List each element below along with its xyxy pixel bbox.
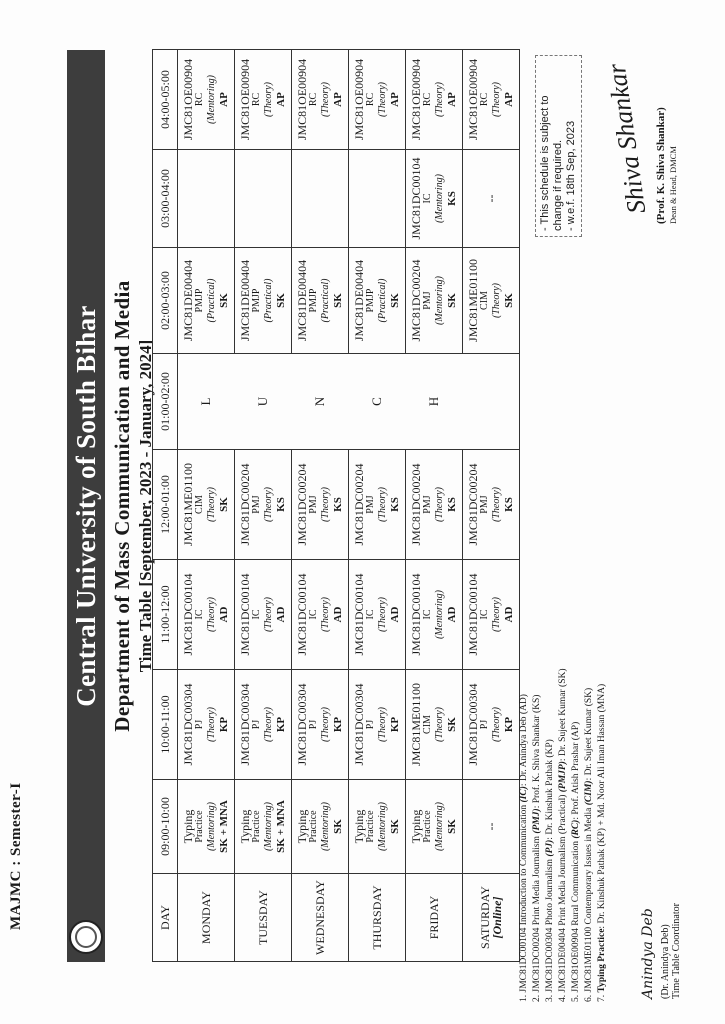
class-code: -- — [484, 822, 498, 831]
class-code: JMC81DC00204 — [409, 463, 423, 546]
class-code: JMC81DC00304 — [181, 683, 195, 766]
class-cell — [178, 248, 235, 354]
day-cell — [178, 874, 235, 962]
legend-pre: 3. JMC81DC00304 Photo Journalism — [545, 856, 555, 1002]
class-fac: AP — [503, 92, 515, 107]
class-cell — [235, 560, 292, 670]
class-kind: (Theory) — [491, 82, 502, 117]
class-kind: (Theory) — [263, 487, 274, 522]
class-abbr: PMJP — [251, 288, 262, 313]
class-fac: SK — [218, 293, 230, 308]
class-abbr: RC — [194, 92, 205, 107]
legend-post: : Dr. Kinshuk Pathak (KP) + Md. Noor Ali Iman Hassan (MNA) — [597, 683, 607, 929]
legend-pre: 6. JMC81ME01100 Contemporary Issues in Media — [584, 805, 594, 1002]
lunch-cell — [406, 354, 463, 450]
class-fac: SK — [218, 497, 230, 512]
col-header: 12:00-01:00 — [153, 450, 178, 560]
class-kind: (Theory) — [377, 82, 388, 117]
class-kind: (Theory) — [320, 487, 331, 522]
class-kind: (Mentoring) — [377, 802, 388, 851]
class-abbr: IC — [365, 609, 376, 620]
class-cell — [406, 780, 463, 874]
class-fac: AP — [446, 92, 458, 107]
day-cell — [349, 874, 406, 962]
day-name: MONDAY — [199, 891, 213, 944]
class-fac: AD — [275, 606, 287, 623]
class-cell — [292, 450, 349, 560]
class-abbr: PJ — [365, 719, 376, 730]
schedule-notice — [535, 55, 582, 237]
class-kind: (Theory) — [263, 82, 274, 117]
class-code: JMC81DC00204 — [352, 463, 366, 546]
class-cell — [292, 560, 349, 670]
class-code: JMC81DE00404 — [238, 259, 252, 342]
class-abbr: Practice — [308, 810, 319, 843]
lunch-cell — [292, 354, 349, 450]
class-code: JMC81DC00104 — [409, 157, 423, 240]
class-code: JMC81DC00304 — [238, 683, 252, 766]
coordinator-block — [660, 903, 682, 999]
legend-pre: 2. JMC81DC00204 Print Media Journalism — [532, 833, 542, 1002]
class-cell — [178, 560, 235, 670]
coordinator-signature: Anindya Deb — [640, 908, 656, 999]
class-abbr: PMJ — [251, 495, 262, 514]
table-row — [292, 50, 349, 962]
class-kind: (Theory) — [377, 597, 388, 632]
lunch-cell — [463, 354, 520, 450]
class-code: JMC81OE00904 — [409, 58, 423, 141]
hod-role: Dean & Head, DMCM — [668, 146, 678, 224]
legend-key: (RC) — [571, 819, 581, 839]
class-cell — [292, 50, 349, 150]
class-code: Typing — [181, 809, 195, 844]
class-fac: KP — [275, 716, 287, 733]
class-cell — [406, 670, 463, 780]
class-cell — [292, 248, 349, 354]
class-abbr: IC — [194, 609, 205, 620]
university-name: Central University of South Bihar — [70, 305, 101, 707]
col-header: 10:00-11:00 — [153, 670, 178, 780]
class-abbr: PJ — [194, 719, 205, 730]
class-cell — [178, 50, 235, 150]
class-code: JMC81DC00104 — [181, 573, 195, 656]
class-cell — [178, 450, 235, 560]
class-cell — [235, 450, 292, 560]
day-name: FRIDAY — [427, 895, 441, 940]
class-fac: SK — [446, 819, 458, 834]
class-abbr: CIM — [479, 291, 490, 310]
legend-item — [544, 402, 557, 1002]
class-kind: (Mentoring) — [206, 75, 217, 124]
legend-key: (CIM) — [584, 780, 594, 806]
class-code: JMC81DC00304 — [295, 683, 309, 766]
day-name: TUESDAY — [256, 890, 270, 945]
class-cell — [292, 670, 349, 780]
class-code: JMC81DC00204 — [466, 463, 480, 546]
legend-post: : Dr. Sujeet Kumar (SK) — [558, 668, 568, 762]
course-legend — [518, 402, 609, 1002]
semester-label: MAJMC : Semester-I — [8, 782, 24, 930]
legend-pre: 5. JMC81OE00904 Rural Communication — [571, 838, 581, 1002]
class-fac: SK — [389, 819, 401, 834]
class-fac: SK — [503, 293, 515, 308]
class-kind: (Mentoring) — [434, 276, 445, 325]
class-kind: (Theory) — [206, 487, 217, 522]
class-kind: (Theory) — [434, 82, 445, 117]
table-row — [406, 50, 463, 962]
class-abbr: Practice — [422, 810, 433, 843]
class-code: JMC81DE00404 — [295, 259, 309, 342]
class-code: JMC81OE00904 — [181, 58, 195, 141]
legend-item — [518, 402, 531, 1002]
class-abbr: RC — [308, 92, 319, 107]
legend-pre: 1. JMC81DC00104 Introduction to Communication — [519, 802, 529, 1002]
class-code: JMC81DC00104 — [238, 573, 252, 656]
col-header: 03:00-04:00 — [153, 150, 178, 248]
class-fac: KS — [332, 497, 344, 512]
class-abbr: IC — [251, 609, 262, 620]
class-cell — [349, 50, 406, 150]
table-row — [349, 50, 406, 962]
class-abbr: PMJ — [422, 495, 433, 514]
class-cell — [463, 560, 520, 670]
lunch-letter: H — [425, 396, 441, 407]
class-abbr: PMJP — [194, 288, 205, 313]
coordinator-role: Time Table Coordinator — [671, 903, 682, 999]
col-header: 02:00-03:00 — [153, 248, 178, 354]
class-fac: KS — [503, 497, 515, 512]
class-cell — [235, 780, 292, 874]
day-cell — [463, 874, 520, 962]
timetable-title: Time Table [September, 2023 - January, 2024] — [136, 339, 155, 673]
class-abbr: PMJ — [308, 495, 319, 514]
class-abbr: PMJP — [308, 288, 319, 313]
header-row — [153, 50, 178, 962]
class-code: JMC81DE00404 — [352, 259, 366, 342]
hod-name: (Prof. K. Shiva Shankar) — [655, 107, 667, 224]
class-code: JMC81DE00404 — [181, 259, 195, 342]
class-fac: AD — [218, 606, 230, 623]
class-cell — [178, 150, 235, 248]
col-header: 11:00-12:00 — [153, 560, 178, 670]
table-row — [463, 50, 520, 962]
class-kind: (Theory) — [491, 597, 502, 632]
class-fac: KP — [389, 716, 401, 733]
class-fac: AD — [389, 606, 401, 623]
notice-line: - This schedule is subject to change if required. — [539, 95, 564, 231]
class-cell — [406, 248, 463, 354]
class-fac: AD — [332, 606, 344, 623]
class-cell — [406, 450, 463, 560]
legend-key: (PMJP) — [558, 761, 568, 793]
class-kind: (Theory) — [377, 487, 388, 522]
class-fac: AD — [446, 606, 458, 623]
class-abbr: PMJ — [365, 495, 376, 514]
lunch-letter: N — [311, 396, 327, 407]
class-fac: AP — [389, 92, 401, 107]
class-code: JMC81DC00104 — [352, 573, 366, 656]
class-kind: (Mentoring) — [320, 802, 331, 851]
class-fac: AP — [218, 92, 230, 107]
class-abbr: IC — [422, 609, 433, 620]
class-cell — [178, 670, 235, 780]
class-kind: (Theory) — [491, 487, 502, 522]
class-kind: (Mentoring) — [434, 802, 445, 851]
class-cell — [463, 248, 520, 354]
class-fac: SK — [332, 819, 344, 834]
class-abbr: PJ — [479, 719, 490, 730]
class-fac: SK — [275, 293, 287, 308]
class-code: JMC81OE00904 — [466, 58, 480, 141]
class-kind: (Theory) — [320, 597, 331, 632]
class-abbr: PMJP — [365, 288, 376, 313]
lunch-letter: C — [368, 397, 384, 406]
class-cell — [463, 670, 520, 780]
legend-item — [583, 402, 596, 1002]
class-fac: SK — [332, 293, 344, 308]
class-fac: KS — [446, 497, 458, 512]
class-abbr: RC — [422, 92, 433, 107]
class-abbr: RC — [479, 92, 490, 107]
class-code: JMC81DC00304 — [352, 683, 366, 766]
department-name: Department of Mass Communication and Media — [110, 280, 134, 732]
timetable — [152, 49, 520, 962]
class-cell — [463, 150, 520, 248]
class-cell — [406, 150, 463, 248]
class-code: JMC81DC00104 — [466, 573, 480, 656]
class-code: JMC81ME01100 — [409, 683, 423, 766]
day-name: WEDNESDAY — [313, 880, 327, 955]
class-abbr: PMJ — [422, 291, 433, 310]
legend-post: : Dr. Sujeet Kumar (SK) — [584, 687, 594, 781]
legend-pre: 7. — [597, 992, 607, 1002]
class-code: JMC81OE00904 — [352, 58, 366, 141]
legend-post: : Dr. Anindya Deb (AD) — [519, 694, 529, 787]
class-cell — [406, 560, 463, 670]
class-cell — [463, 450, 520, 560]
class-kind: (Theory) — [206, 597, 217, 632]
legend-key: (PMJ) — [532, 808, 542, 834]
class-code: Typing — [295, 809, 309, 844]
lunch-cell — [349, 354, 406, 450]
legend-item — [531, 402, 544, 1002]
class-code: JMC81OE00904 — [238, 58, 252, 141]
class-cell — [235, 50, 292, 150]
university-title-bar — [67, 50, 105, 962]
legend-item — [596, 402, 609, 1002]
day-cell — [292, 874, 349, 962]
table-row — [235, 50, 292, 962]
class-cell — [292, 150, 349, 248]
class-kind: (Practical) — [377, 278, 388, 323]
class-cell — [349, 248, 406, 354]
class-cell — [463, 780, 520, 874]
class-abbr: CIM — [194, 495, 205, 514]
class-code: JMC81DC00204 — [409, 259, 423, 342]
class-kind: (Mentoring) — [434, 590, 445, 639]
class-cell — [349, 780, 406, 874]
class-cell — [292, 780, 349, 874]
class-abbr: IC — [479, 609, 490, 620]
class-cell — [349, 560, 406, 670]
legend-post: : Dr. Kinshuk Pathak (KP) — [545, 739, 555, 840]
class-kind: (Theory) — [491, 707, 502, 742]
class-abbr: Practice — [251, 810, 262, 843]
class-abbr: PMJ — [479, 495, 490, 514]
class-code: JMC81DC00304 — [466, 683, 480, 766]
class-cell — [463, 50, 520, 150]
legend-item — [570, 402, 583, 1002]
class-code: JMC81ME01100 — [181, 463, 195, 546]
class-abbr: IC — [422, 193, 433, 204]
class-fac: SK + MNA — [275, 800, 287, 853]
class-code: Typing — [238, 809, 252, 844]
table-row — [178, 50, 235, 962]
class-fac: KP — [503, 716, 515, 733]
class-abbr: PJ — [308, 719, 319, 730]
lunch-letter: L — [197, 397, 213, 406]
coordinator-name: (Dr. Anindya Deb) — [660, 924, 671, 999]
class-fac: KS — [389, 497, 401, 512]
day-note: [Online] — [490, 896, 504, 939]
legend-post: : Prof. K. Shiva Shankar (KS) — [532, 694, 542, 809]
class-fac: KS — [275, 497, 287, 512]
class-kind: (Theory) — [491, 283, 502, 318]
class-kind: (Theory) — [263, 597, 274, 632]
class-abbr: PJ — [251, 719, 262, 730]
class-code: JMC81ME01100 — [466, 259, 480, 342]
legend-item — [557, 402, 570, 1002]
day-name: SATURDAY — [478, 886, 492, 949]
class-code: JMC81DC00204 — [295, 463, 309, 546]
day-name: THURSDAY — [370, 885, 384, 950]
class-code: JMC81DC00104 — [295, 573, 309, 656]
legend-key: Typing Practice — [597, 928, 607, 993]
class-abbr: Practice — [365, 810, 376, 843]
notice-line: - w.e.f. 18th Sep, 2023 — [565, 120, 577, 231]
class-fac: KP — [218, 716, 230, 733]
class-cell — [349, 670, 406, 780]
class-fac: SK — [446, 293, 458, 308]
col-header: 04:00-05:00 — [153, 50, 178, 150]
class-abbr: RC — [251, 92, 262, 107]
class-abbr: IC — [308, 609, 319, 620]
legend-key: (IC) — [519, 786, 529, 803]
class-fac: SK + MNA — [218, 800, 230, 853]
class-cell — [235, 248, 292, 354]
class-kind: (Theory) — [377, 707, 388, 742]
class-kind: (Theory) — [434, 487, 445, 522]
class-code: JMC81DC00104 — [409, 573, 423, 656]
class-kind: (Practical) — [263, 278, 274, 323]
class-abbr: Practice — [194, 810, 205, 843]
class-fac: KS — [446, 191, 458, 206]
legend-post: : Prof. Atish Prashar (AP) — [571, 721, 581, 820]
col-header: 09:00-10:00 — [153, 780, 178, 874]
class-cell — [349, 450, 406, 560]
day-cell — [235, 874, 292, 962]
hod-block — [655, 107, 679, 224]
class-cell — [406, 50, 463, 150]
day-cell — [406, 874, 463, 962]
class-cell — [178, 780, 235, 874]
university-logo-icon — [69, 920, 103, 954]
class-kind: (Practical) — [320, 278, 331, 323]
class-kind: (Theory) — [434, 707, 445, 742]
class-cell — [235, 150, 292, 248]
lunch-letter: U — [254, 396, 270, 407]
col-header: 01:00-02:00 — [153, 354, 178, 450]
class-kind: (Mentoring) — [206, 802, 217, 851]
legend-pre: 4. JMC81DE00404 Print Media Journalism (Practical) — [558, 792, 568, 1002]
class-code: Typing — [352, 809, 366, 844]
class-code: -- — [484, 194, 498, 203]
class-code: JMC81OE00904 — [295, 58, 309, 141]
lunch-cell — [235, 354, 292, 450]
hod-signature: Shiva Shankar — [601, 61, 652, 216]
class-kind: (Mentoring) — [263, 802, 274, 851]
class-abbr: CIM — [422, 715, 433, 734]
class-kind: (Practical) — [206, 278, 217, 323]
class-code: Typing — [409, 809, 423, 844]
class-fac: AD — [503, 606, 515, 623]
class-kind: (Theory) — [320, 707, 331, 742]
class-fac: KP — [332, 716, 344, 733]
class-fac: AP — [332, 92, 344, 107]
col-header: DAY — [153, 874, 178, 962]
legend-key: (PJ) — [545, 839, 555, 857]
class-abbr: RC — [365, 92, 376, 107]
class-code: JMC81DC00204 — [238, 463, 252, 546]
class-fac: SK — [446, 717, 458, 732]
class-kind: (Theory) — [263, 707, 274, 742]
class-kind: (Mentoring) — [434, 174, 445, 223]
class-cell — [349, 150, 406, 248]
class-kind: (Theory) — [320, 82, 331, 117]
class-fac: SK — [389, 293, 401, 308]
lunch-cell — [178, 354, 235, 450]
class-cell — [235, 670, 292, 780]
class-fac: AP — [275, 92, 287, 107]
class-kind: (Theory) — [206, 707, 217, 742]
